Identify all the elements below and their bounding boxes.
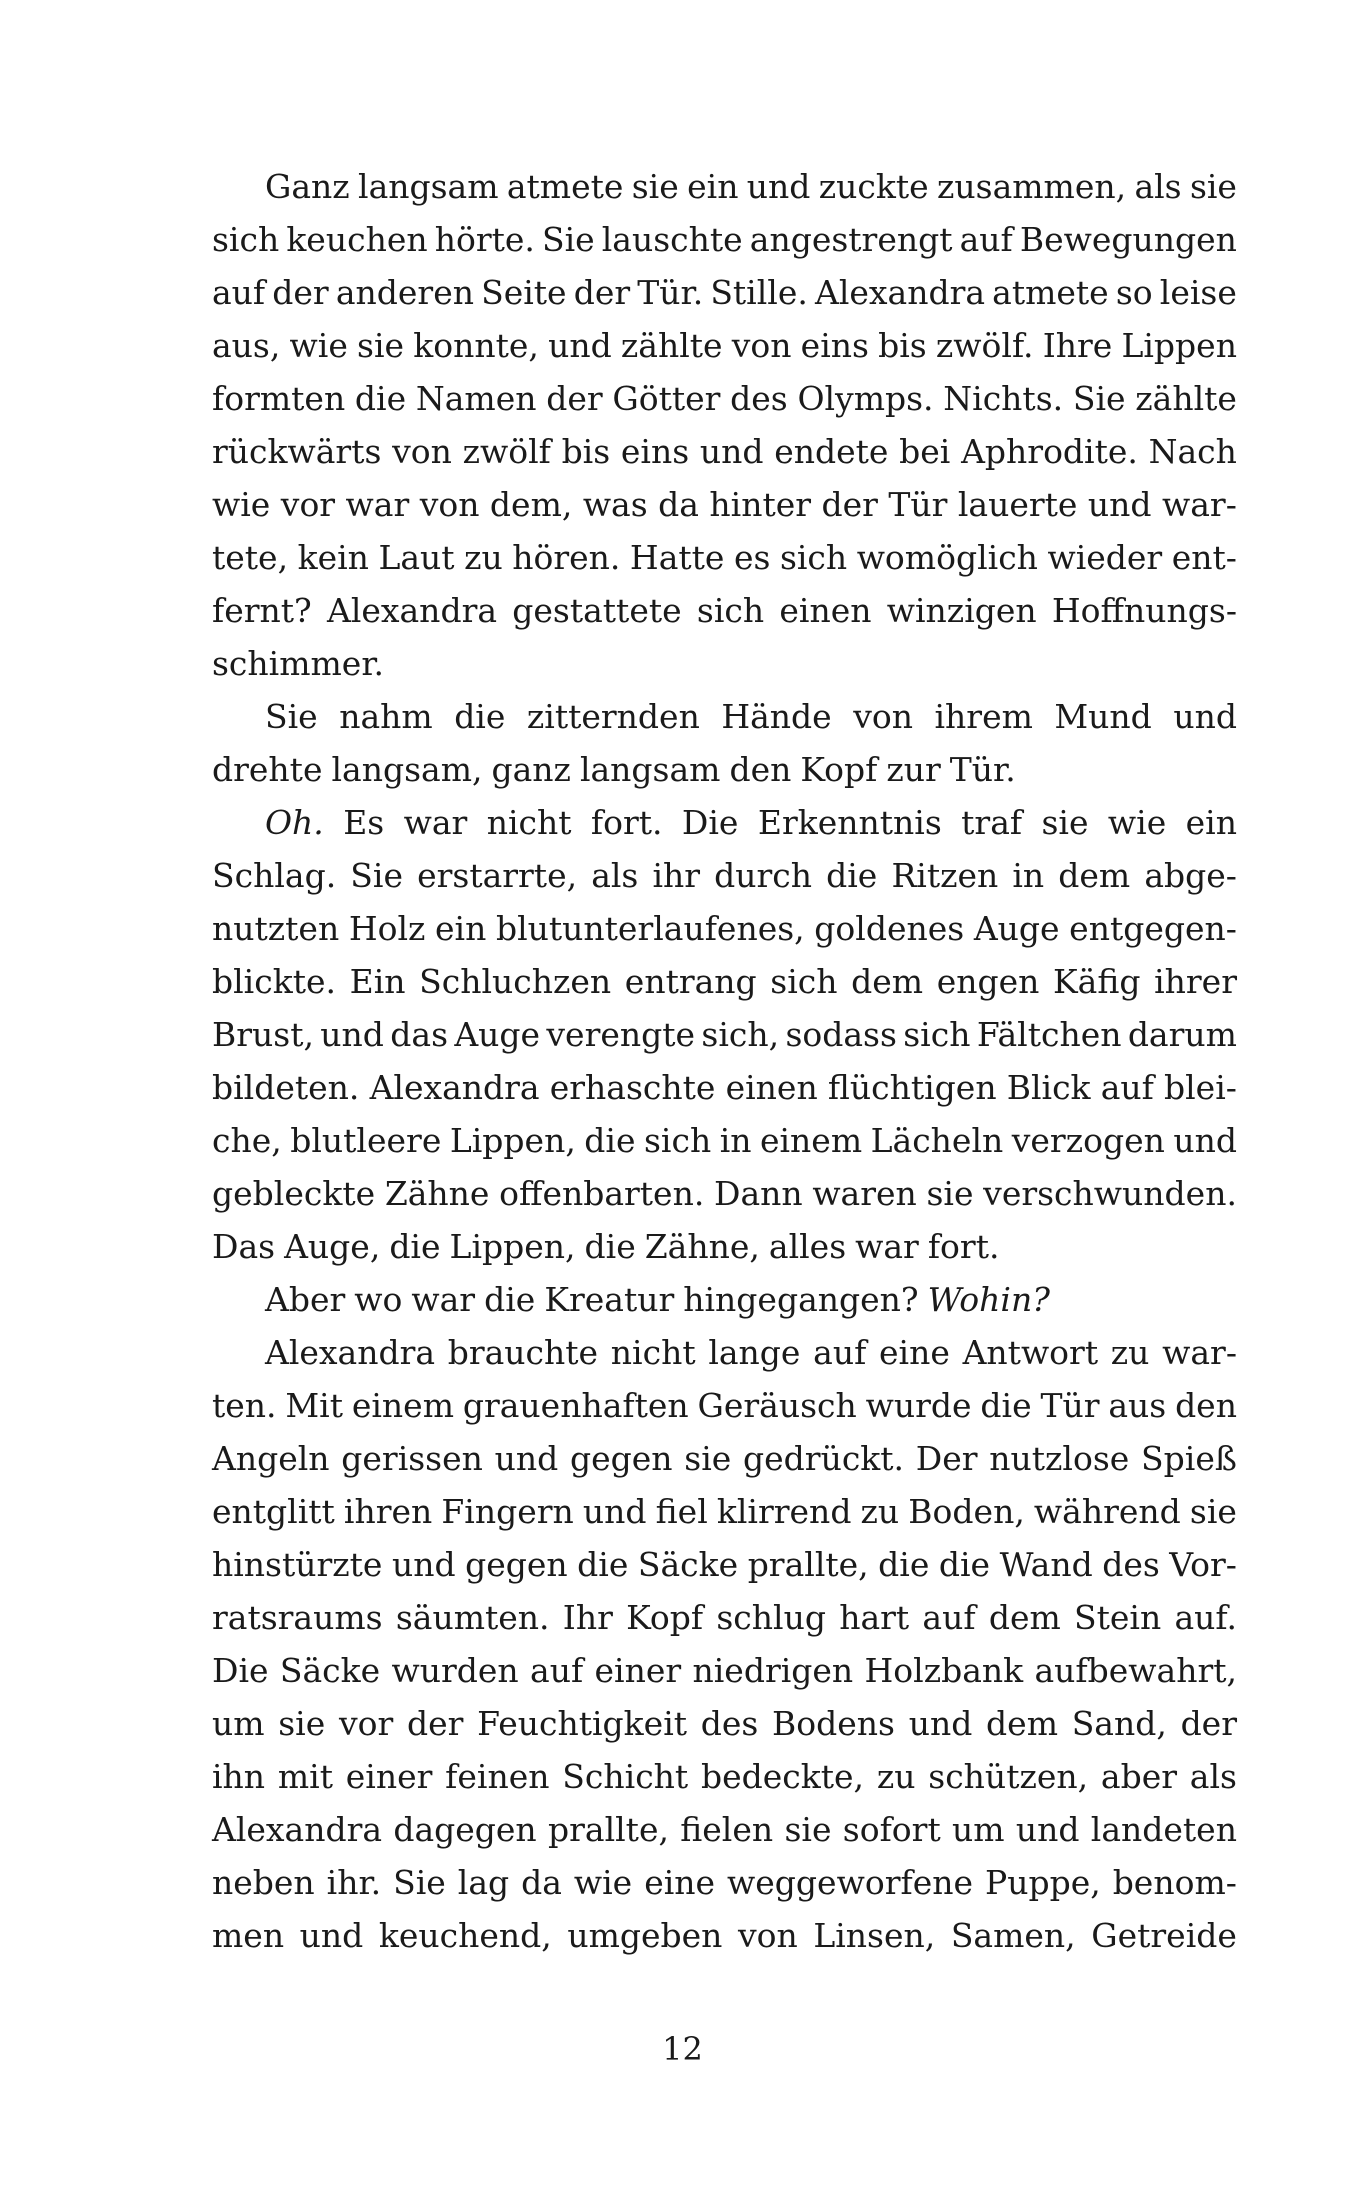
text-line: fernt? Alexandra gestattete sich einen winzigen Hoffnungs- bbox=[212, 591, 1237, 630]
text-line: wie vor war von dem, was da hinter der Tür lauerte und war- bbox=[212, 485, 1237, 524]
text-line: Angeln gerissen und gegen sie gedrückt. Der nutzlose Spieß bbox=[212, 1439, 1237, 1478]
text-line: blickte. Ein Schluchzen entrang sich dem engen Käfig ihrer bbox=[212, 962, 1237, 1001]
text-line: drehte langsam, ganz langsam den Kopf zur Tür. bbox=[212, 750, 1016, 789]
text-line: entglitt ihren Fingern und fiel klirrend zu Boden, während sie bbox=[212, 1492, 1237, 1531]
text-line: bildeten. Alexandra erhaschte einen flüchtigen Blick auf blei- bbox=[212, 1068, 1237, 1107]
text-line: Alexandra brauchte nicht lange auf eine Antwort zu war- bbox=[265, 1333, 1237, 1372]
text-line: formten die Namen der Götter des Olymps. Nichts. Sie zählte bbox=[212, 379, 1237, 418]
text-line: ten. Mit einem grauenhaften Geräusch wurde die Tür aus den bbox=[212, 1386, 1237, 1425]
page-number: 12 bbox=[662, 2030, 703, 2068]
text-line: auf der anderen Seite der Tür. Stille. Alexandra atmete so leise bbox=[212, 273, 1237, 312]
text-line: neben ihr. Sie lag da wie eine weggeworfene Puppe, benom- bbox=[212, 1863, 1237, 1902]
text-line: ratsraums säumten. Ihr Kopf schlug hart auf dem Stein auf. bbox=[212, 1598, 1237, 1637]
text-line: Schlag. Sie erstarrte, als ihr durch die Ritzen in dem abge- bbox=[212, 856, 1237, 895]
body-text bbox=[212, 160, 1237, 1962]
text-line: nutzten Holz ein blutunterlaufenes, goldenes Auge entgegen- bbox=[212, 909, 1237, 948]
text-line: sich keuchen hörte. Sie lauschte angestrengt auf Bewegungen bbox=[212, 220, 1237, 259]
text-line: aus, wie sie konnte, und zählte von eins bis zwölf. Ihre Lippen bbox=[212, 326, 1237, 365]
text-line: gebleckte Zähne offenbarten. Dann waren sie verschwunden. bbox=[212, 1174, 1237, 1213]
text-line: Das Auge, die Lippen, die Zähne, alles war fort. bbox=[212, 1227, 1000, 1266]
text-line: Brust, und das Auge verengte sich, sodass sich Fältchen darum bbox=[212, 1015, 1237, 1054]
text-line: um sie vor der Feuchtigkeit des Bodens und dem Sand, der bbox=[212, 1704, 1237, 1743]
text-line: Aber wo war die Kreatur hingegangen? Wohin? bbox=[265, 1280, 1050, 1319]
text-line: schimmer. bbox=[212, 644, 384, 683]
text-line: men und keuchend, umgeben von Linsen, Samen, Getreide bbox=[212, 1916, 1237, 1955]
text-line: rückwärts von zwölf bis eins und endete bei Aphrodite. Nach bbox=[212, 432, 1237, 471]
text-line: che, blutleere Lippen, die sich in einem Lächeln verzogen und bbox=[212, 1121, 1237, 1160]
text-line: tete, kein Laut zu hören. Hatte es sich womöglich wieder ent- bbox=[212, 538, 1237, 577]
text-line: Alexandra dagegen prallte, fielen sie sofort um und landeten bbox=[212, 1810, 1237, 1849]
text-line: ihn mit einer feinen Schicht bedeckte, zu schützen, aber als bbox=[212, 1757, 1237, 1796]
text-line: hinstürzte und gegen die Säcke prallte, die die Wand des Vor- bbox=[212, 1545, 1237, 1584]
text-line: Oh. Es war nicht fort. Die Erkenntnis traf sie wie ein bbox=[265, 803, 1237, 842]
text-line: Ganz langsam atmete sie ein und zuckte zusammen, als sie bbox=[265, 167, 1237, 206]
text-line: Sie nahm die zitternden Hände von ihrem Mund und bbox=[265, 697, 1237, 736]
text-line: Die Säcke wurden auf einer niedrigen Holzbank aufbewahrt, bbox=[212, 1651, 1237, 1690]
